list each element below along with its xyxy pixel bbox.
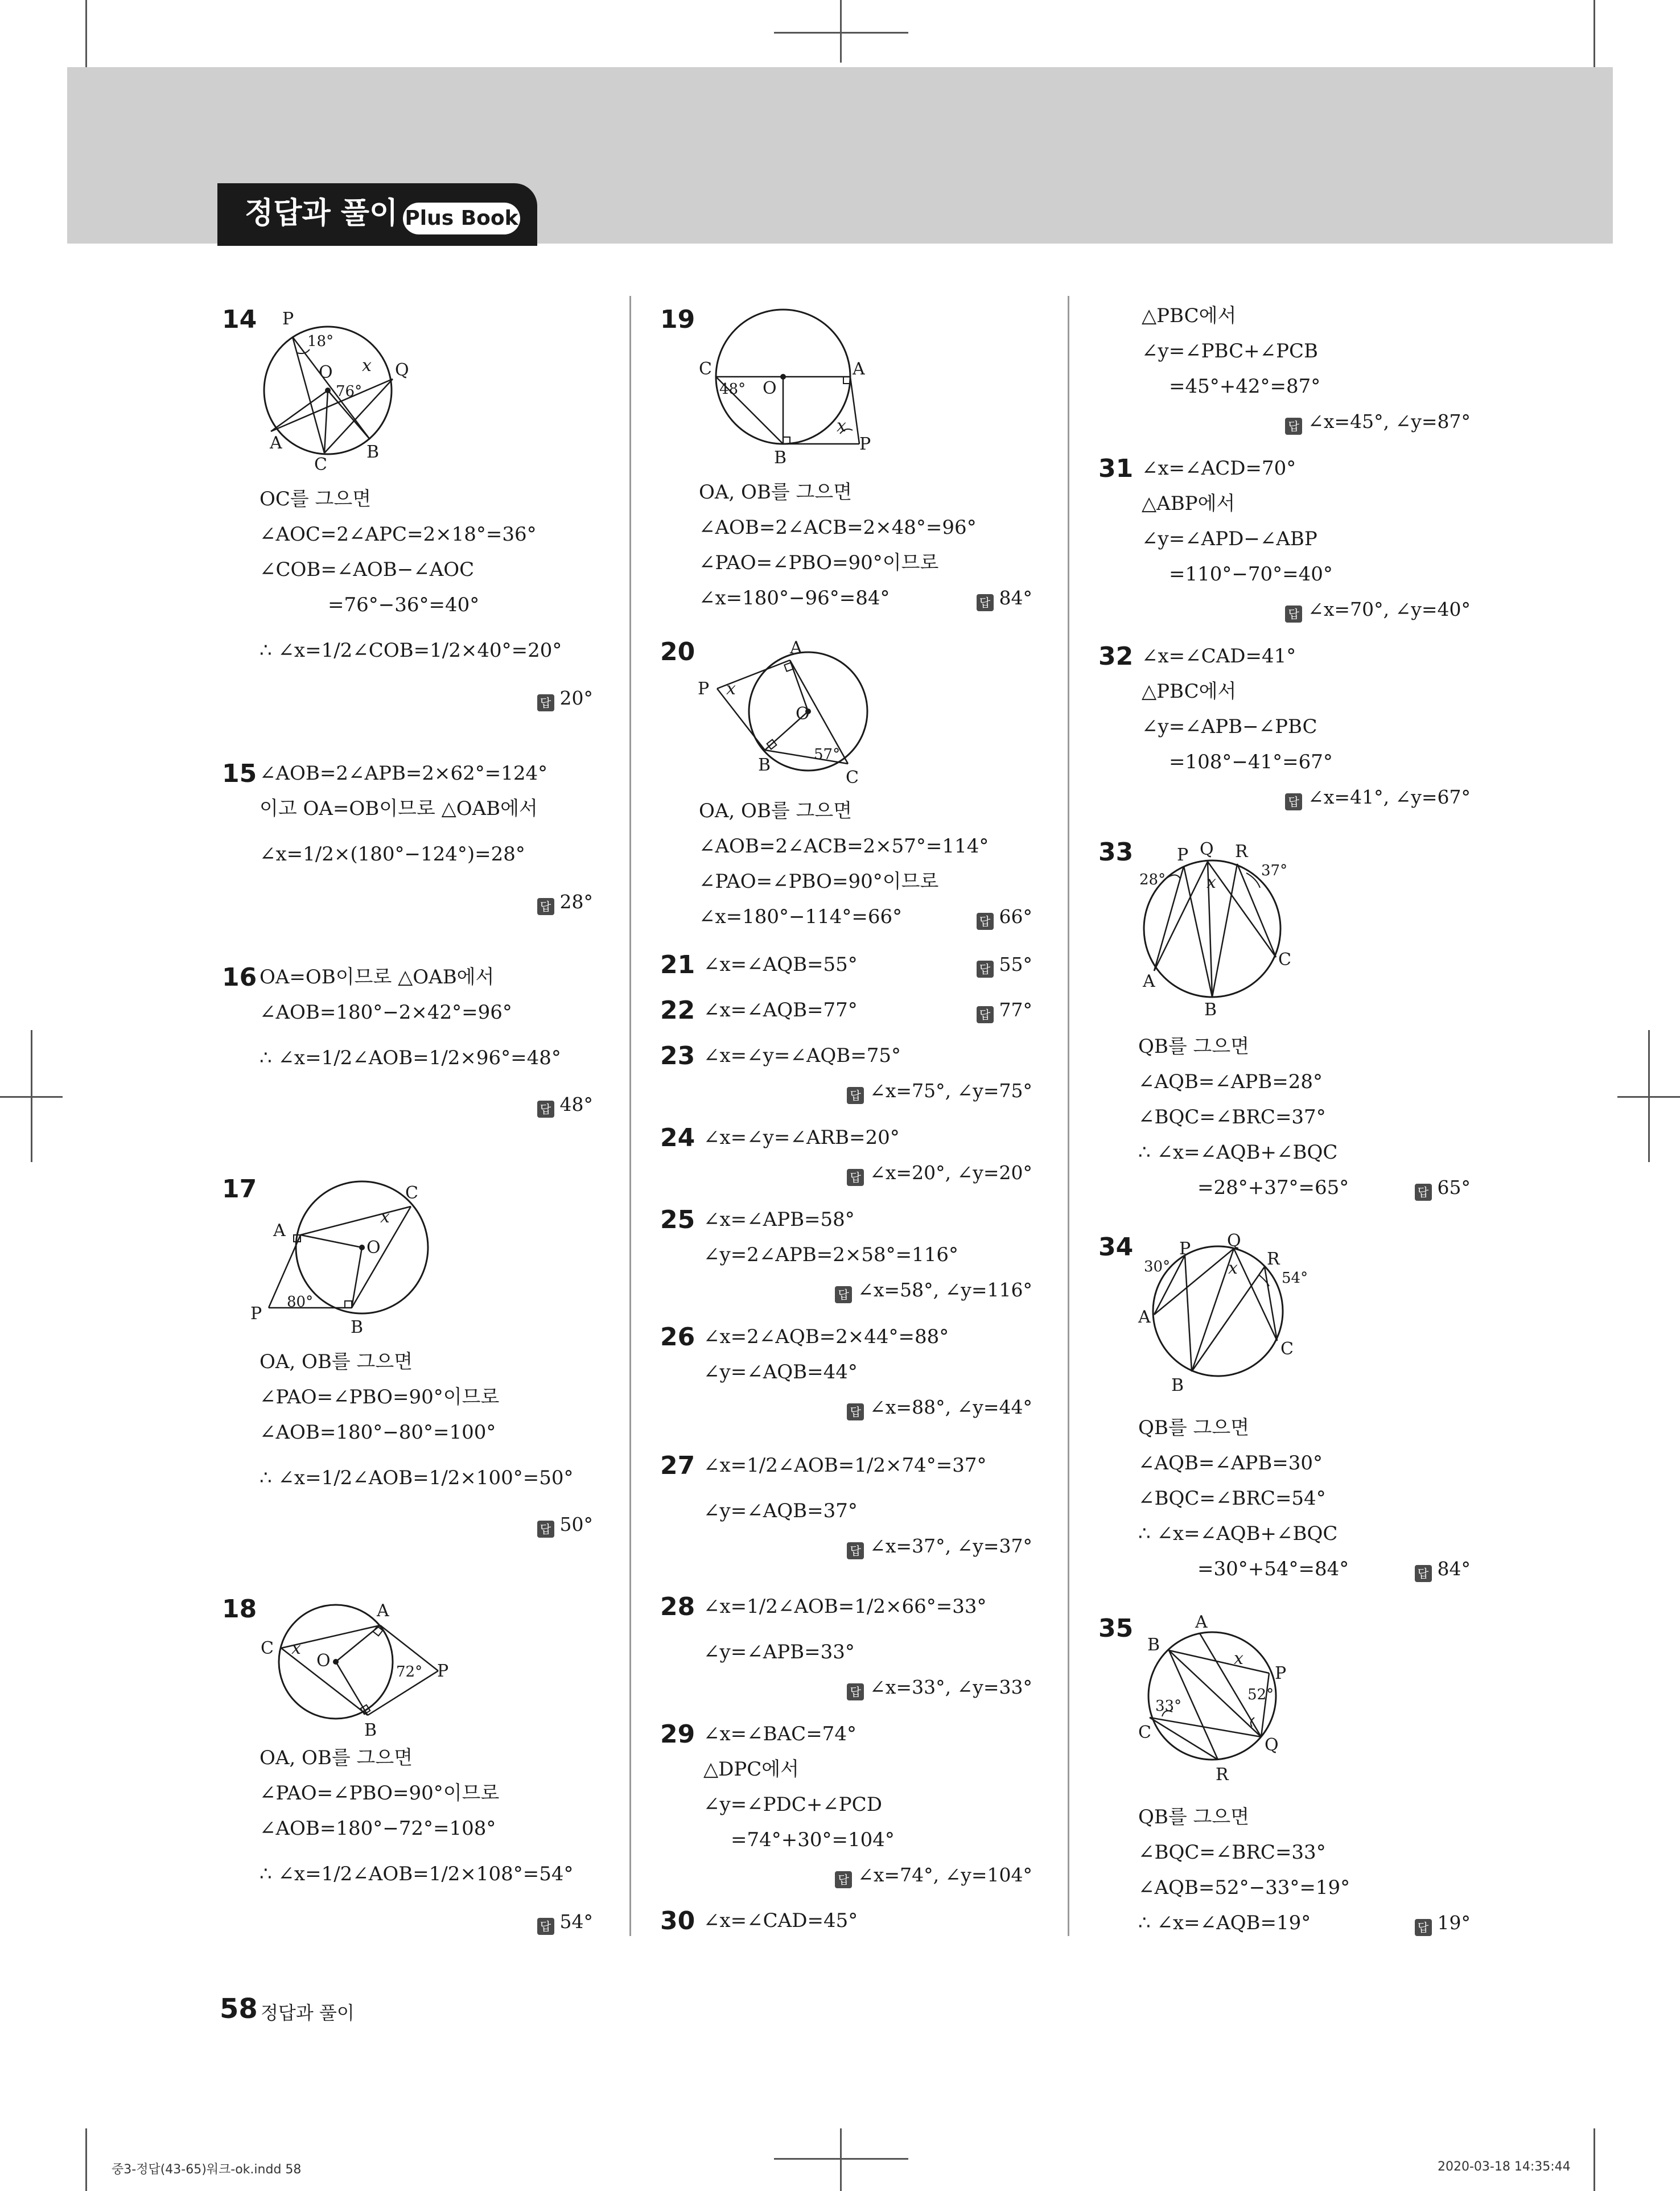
problem-number: 15 xyxy=(222,759,257,788)
figure-34 xyxy=(1133,1229,1320,1400)
angle-label: 57° xyxy=(814,746,841,763)
label-P: P xyxy=(437,1661,449,1681)
solution-line: ∠y=∠APB−∠PBC xyxy=(1142,715,1317,738)
label-O: O xyxy=(367,1238,381,1258)
figure-33 xyxy=(1133,837,1320,1024)
footer-label: 정답과 풀이 xyxy=(261,2002,355,2024)
label-P: P xyxy=(282,309,294,329)
solution-line: ∠x=1/2×(180°−124°)=28° xyxy=(260,843,525,866)
label-R: R xyxy=(1216,1765,1229,1785)
angle-label: 30° xyxy=(1144,1258,1171,1275)
solution-line: ∴ ∠x=∠AQB+∠BQC xyxy=(1138,1141,1338,1164)
crop-mark xyxy=(85,0,87,67)
solution-line: ∠AQB=∠APB=30° xyxy=(1138,1452,1323,1475)
problem-number: 34 xyxy=(1098,1233,1134,1262)
label-Q: Q xyxy=(1227,1231,1241,1251)
solution-line: OA, OB를 그으면 xyxy=(699,481,853,504)
label-Q: Q xyxy=(1200,839,1214,859)
label-B: B xyxy=(367,442,380,462)
answer-mark-icon: 답 xyxy=(1415,1565,1432,1582)
answer: 답 ∠x=20°, ∠y=20° xyxy=(785,1159,1032,1187)
label-C: C xyxy=(699,359,712,379)
solution-line: ∠x=∠CAD=41° xyxy=(1142,645,1296,668)
solution-line: ∠x=180°−96°=84° xyxy=(699,587,890,609)
label-A: A xyxy=(853,359,865,379)
problem-number: 32 xyxy=(1098,642,1134,671)
solution-line: ∠PAO=∠PBO=90°이므로 xyxy=(260,1782,500,1805)
solution-line: ∠y=∠PBC+∠PCB xyxy=(1142,340,1319,363)
label-B: B xyxy=(351,1317,364,1337)
solution-line: ∠AQB=∠APB=28° xyxy=(1138,1070,1323,1093)
label-x: x xyxy=(1207,872,1216,892)
solution-line: =76°−36°=40° xyxy=(328,594,480,616)
label-Q: Q xyxy=(395,360,409,380)
solution-line: ∠x=∠AQB=77° xyxy=(703,999,858,1022)
problem-number: 33 xyxy=(1098,838,1134,867)
answer: 답 20° xyxy=(433,684,593,713)
solution-line: ∠COB=∠AOB−∠AOC xyxy=(260,558,475,581)
angle-label: 54° xyxy=(1282,1270,1308,1287)
page-number: 58 xyxy=(220,1993,258,2025)
figure-35 xyxy=(1133,1611,1320,1793)
label-C: C xyxy=(1278,950,1291,970)
answer: 답 50° xyxy=(433,1510,593,1539)
problem-number: 17 xyxy=(222,1175,257,1204)
column-divider xyxy=(1068,296,1069,1936)
label-x: x xyxy=(837,416,846,436)
answer-mark-icon: 답 xyxy=(977,1006,994,1023)
solution-line: ∠AQB=52°−33°=19° xyxy=(1138,1876,1350,1899)
solution-line: ∴ ∠x=1/2∠COB=1/2×40°=20° xyxy=(260,639,562,662)
solution-line: QB를 그으면 xyxy=(1138,1416,1250,1439)
solution-line: ∠y=∠APD−∠ABP xyxy=(1142,528,1317,550)
label-B: B xyxy=(1147,1635,1160,1655)
solution-line: =28°+37°=65° xyxy=(1197,1176,1349,1199)
figure-18 xyxy=(256,1593,461,1741)
crop-mark xyxy=(1648,1030,1650,1162)
label-B: B xyxy=(364,1720,377,1740)
crop-mark xyxy=(85,2128,87,2191)
solution-line: △PBC에서 xyxy=(1142,304,1237,327)
problem-number: 23 xyxy=(660,1041,695,1070)
solution-line: ∠x=2∠AQB=2×44°=88° xyxy=(703,1325,949,1348)
problem-number: 24 xyxy=(660,1123,695,1152)
answer: 답 65° xyxy=(1354,1173,1471,1202)
answer-mark-icon: 답 xyxy=(977,961,994,978)
label-B: B xyxy=(758,755,771,775)
problem-number: 19 xyxy=(660,305,695,334)
label-R: R xyxy=(1235,842,1248,862)
crop-mark xyxy=(1593,2128,1595,2191)
solution-line: ∠BQC=∠BRC=33° xyxy=(1138,1841,1326,1864)
solution-line: ∠PAO=∠PBO=90°이므로 xyxy=(699,551,939,574)
problem-number: 22 xyxy=(660,996,695,1025)
solution-line: ∠x=∠ACD=70° xyxy=(1142,457,1296,480)
solution-line: ∴ ∠x=1/2∠AOB=1/2×100°=50° xyxy=(260,1467,574,1489)
solution-line: ∠AOB=2∠ACB=2×48°=96° xyxy=(699,516,977,539)
solution-line: OA, OB를 그으면 xyxy=(699,800,853,822)
solution-line: =110°−70°=40° xyxy=(1169,563,1333,586)
answer: 답 66° xyxy=(876,903,1032,931)
label-C: C xyxy=(314,455,327,475)
answer-mark-icon: 답 xyxy=(835,1286,852,1303)
label-O: O xyxy=(796,704,810,724)
angle-label: 52° xyxy=(1247,1686,1274,1703)
label-A: A xyxy=(1138,1307,1151,1327)
label-Q: Q xyxy=(1265,1735,1279,1755)
print-datetime: 2020-03-18 14:35:44 xyxy=(1438,2160,1571,2174)
answer: 답 ∠x=45°, ∠y=87° xyxy=(1224,407,1471,436)
solution-line: ∠y=2∠APB=2×58°=116° xyxy=(703,1243,958,1266)
solution-line: △PBC에서 xyxy=(1142,680,1237,703)
solution-line: ∠y=∠AQB=37° xyxy=(703,1500,858,1522)
label-O: O xyxy=(316,1651,331,1671)
solution-line: ∠AOB=180°−2×42°=96° xyxy=(260,1001,512,1024)
figure-19 xyxy=(694,305,888,470)
crop-mark xyxy=(31,1030,32,1162)
answer: 답 ∠x=58°, ∠y=116° xyxy=(785,1276,1032,1304)
angle-label: 18° xyxy=(307,333,334,350)
answer-mark-icon: 답 xyxy=(977,913,994,930)
solution-line: ∴ ∠x=∠AQB+∠BQC xyxy=(1138,1522,1338,1545)
figure-14 xyxy=(250,305,433,476)
label-A: A xyxy=(790,638,802,658)
problem-number: 29 xyxy=(660,1720,695,1749)
solution-line: ∠y=∠AQB=44° xyxy=(703,1361,858,1383)
label-C: C xyxy=(405,1183,418,1203)
problem-number: 21 xyxy=(660,950,695,979)
solution-line: ∠x=∠CAD=45° xyxy=(703,1909,858,1932)
crop-mark xyxy=(840,0,842,63)
solution-line: ∠x=∠AQB=55° xyxy=(703,953,858,976)
solution-line: ∴ ∠x=1/2∠AOB=1/2×96°=48° xyxy=(260,1047,561,1069)
label-O: O xyxy=(763,378,777,398)
label-P: P xyxy=(859,434,871,454)
solution-line: ∠y=∠APB=33° xyxy=(703,1641,855,1663)
answer-mark-icon: 답 xyxy=(1285,418,1302,435)
solution-line: ∴ ∠x=∠AQB=19° xyxy=(1138,1912,1311,1934)
label-C: C xyxy=(1138,1723,1151,1743)
label-C: C xyxy=(1280,1339,1294,1359)
solution-line: ∠x=180°−114°=66° xyxy=(699,905,903,928)
label-C: C xyxy=(261,1638,274,1658)
label-P: P xyxy=(1177,845,1189,865)
answer: 답 ∠x=74°, ∠y=104° xyxy=(785,1861,1032,1889)
label-A: A xyxy=(273,1221,286,1241)
label-x: x xyxy=(726,679,736,699)
solution-line: ∠BQC=∠BRC=54° xyxy=(1138,1487,1326,1510)
solution-line: OC를 그으면 xyxy=(260,488,372,510)
solution-line: ∠x=1/2∠AOB=1/2×74°=37° xyxy=(703,1454,987,1477)
page-title: 정답과 풀이 xyxy=(245,196,398,230)
solution-line: ∠x=∠BAC=74° xyxy=(703,1723,857,1745)
answer: 답 84° xyxy=(876,584,1032,612)
answer-mark-icon: 답 xyxy=(835,1871,852,1888)
angle-label: 28° xyxy=(1139,871,1166,888)
crop-mark xyxy=(774,32,908,34)
label-P: P xyxy=(1275,1663,1287,1683)
solution-line: OA, OB를 그으면 xyxy=(260,1350,413,1373)
answer: 답 ∠x=37°, ∠y=37° xyxy=(785,1532,1032,1560)
label-A: A xyxy=(1143,971,1155,991)
label-P: P xyxy=(698,679,710,699)
solution-line: ∠PAO=∠PBO=90°이므로 xyxy=(260,1386,500,1408)
problem-number: 20 xyxy=(660,637,695,666)
solution-line: =30°+54°=84° xyxy=(1197,1558,1349,1580)
solution-line: ∠AOB=2∠ACB=2×57°=114° xyxy=(699,835,989,858)
solution-line: QB를 그으면 xyxy=(1138,1806,1250,1828)
problem-number: 28 xyxy=(660,1592,695,1621)
column-divider xyxy=(629,296,631,1936)
crop-mark xyxy=(840,2128,842,2191)
label-B: B xyxy=(1171,1375,1184,1395)
solution-line: ∠x=∠y=∠AQB=75° xyxy=(703,1044,901,1067)
label-A: A xyxy=(377,1601,389,1621)
problem-number: 31 xyxy=(1098,454,1134,483)
solution-line: ∠AOC=2∠APC=2×18°=36° xyxy=(260,523,537,546)
answer: 답 84° xyxy=(1354,1555,1471,1583)
answer-mark-icon: 답 xyxy=(847,1087,864,1104)
problem-number: 30 xyxy=(660,1906,695,1935)
solution-line: =108°−41°=67° xyxy=(1169,751,1333,773)
solution-line: △DPC에서 xyxy=(703,1758,799,1781)
label-O: O xyxy=(319,363,333,382)
answer-mark-icon: 답 xyxy=(537,1918,554,1935)
label-B: B xyxy=(774,448,787,468)
answer-mark-icon: 답 xyxy=(977,594,994,611)
answer: 답 54° xyxy=(433,1908,593,1936)
label-x: x xyxy=(1234,1649,1243,1669)
answer: 답 ∠x=70°, ∠y=40° xyxy=(1224,595,1471,624)
label-A: A xyxy=(270,433,282,453)
solution-line: 이고 OA=OB이므로 △OAB에서 xyxy=(260,797,538,820)
solution-line: ∠x=∠APB=58° xyxy=(703,1208,855,1231)
answer-mark-icon: 답 xyxy=(1285,793,1302,810)
answer: 답 ∠x=33°, ∠y=33° xyxy=(785,1673,1032,1702)
label-x: x xyxy=(291,1638,301,1658)
answer-mark-icon: 답 xyxy=(537,1101,554,1118)
solution-line: =45°+42°=87° xyxy=(1169,375,1321,398)
answer-mark-icon: 답 xyxy=(1285,606,1302,623)
angle-label: 33° xyxy=(1155,1698,1182,1715)
answer-mark-icon: 답 xyxy=(847,1683,864,1700)
crop-mark xyxy=(1593,0,1595,67)
label-P: P xyxy=(1179,1239,1191,1259)
answer-mark-icon: 답 xyxy=(537,898,554,915)
solution-line: ∠AOB=180°−72°=108° xyxy=(260,1817,496,1840)
solution-line: ∠AOB=2∠APB=2×62°=124° xyxy=(260,762,548,785)
problem-number: 18 xyxy=(222,1595,257,1624)
answer-mark-icon: 답 xyxy=(847,1403,864,1420)
problem-number: 14 xyxy=(222,305,257,334)
answer-mark-icon: 답 xyxy=(847,1169,864,1186)
problem-number: 27 xyxy=(660,1451,695,1480)
angle-label: 37° xyxy=(1261,862,1288,879)
answer: 답 28° xyxy=(433,888,593,916)
label-P: P xyxy=(250,1304,262,1324)
problem-number: 16 xyxy=(222,963,257,992)
angle-label: 48° xyxy=(719,381,746,398)
answer: 답 77° xyxy=(876,996,1032,1024)
plus-book-badge: Plus Book xyxy=(403,203,520,234)
solution-line: OA=OB이므로 △OAB에서 xyxy=(260,966,495,989)
solution-line: ∠AOB=180°−80°=100° xyxy=(260,1421,496,1444)
solution-line: ∠BQC=∠BRC=37° xyxy=(1138,1106,1326,1129)
label-R: R xyxy=(1267,1249,1280,1269)
solution-line: ∠y=∠PDC+∠PCD xyxy=(703,1793,882,1816)
solution-line: OA, OB를 그으면 xyxy=(260,1747,413,1769)
label-A: A xyxy=(1195,1612,1208,1632)
label-x: x xyxy=(362,356,372,376)
angle-label: 72° xyxy=(396,1663,423,1681)
problem-number: 26 xyxy=(660,1323,695,1352)
figure-20 xyxy=(694,637,888,791)
problem-number: 25 xyxy=(660,1205,695,1234)
label-x: x xyxy=(380,1207,390,1227)
solution-line: QB를 그으면 xyxy=(1138,1035,1250,1058)
solution-line: ∴ ∠x=1/2∠AOB=1/2×108°=54° xyxy=(260,1863,574,1885)
solution-line: =74°+30°=104° xyxy=(731,1828,895,1851)
angle-label: 76° xyxy=(336,383,363,400)
figure-17 xyxy=(250,1176,444,1339)
label-x: x xyxy=(1228,1258,1238,1278)
answer: 답 ∠x=41°, ∠y=67° xyxy=(1224,783,1471,812)
answer-mark-icon: 답 xyxy=(537,1521,554,1538)
answer: 답 ∠x=88°, ∠y=44° xyxy=(785,1393,1032,1422)
label-C: C xyxy=(846,768,859,788)
file-slug: 중3-정답(43-65)워크-ok.indd 58 xyxy=(112,2163,302,2177)
solution-line: ∠x=1/2∠AOB=1/2×66°=33° xyxy=(703,1595,987,1618)
angle-label: 80° xyxy=(287,1294,314,1311)
label-B: B xyxy=(1204,1000,1217,1020)
answer-mark-icon: 답 xyxy=(1415,1184,1432,1201)
crop-mark xyxy=(774,2158,908,2160)
solution-line: △ABP에서 xyxy=(1142,492,1236,515)
solution-line: ∠x=∠y=∠ARB=20° xyxy=(703,1126,900,1149)
answer: 답 19° xyxy=(1354,1909,1471,1937)
answer: 답 ∠x=75°, ∠y=75° xyxy=(785,1077,1032,1105)
answer-mark-icon: 답 xyxy=(847,1542,864,1559)
answer: 답 55° xyxy=(876,950,1032,979)
answer-mark-icon: 답 xyxy=(537,694,554,711)
answer-mark-icon: 답 xyxy=(1415,1919,1432,1936)
answer: 답 48° xyxy=(433,1090,593,1119)
solution-line: ∠PAO=∠PBO=90°이므로 xyxy=(699,870,939,893)
problem-number: 35 xyxy=(1098,1614,1134,1643)
